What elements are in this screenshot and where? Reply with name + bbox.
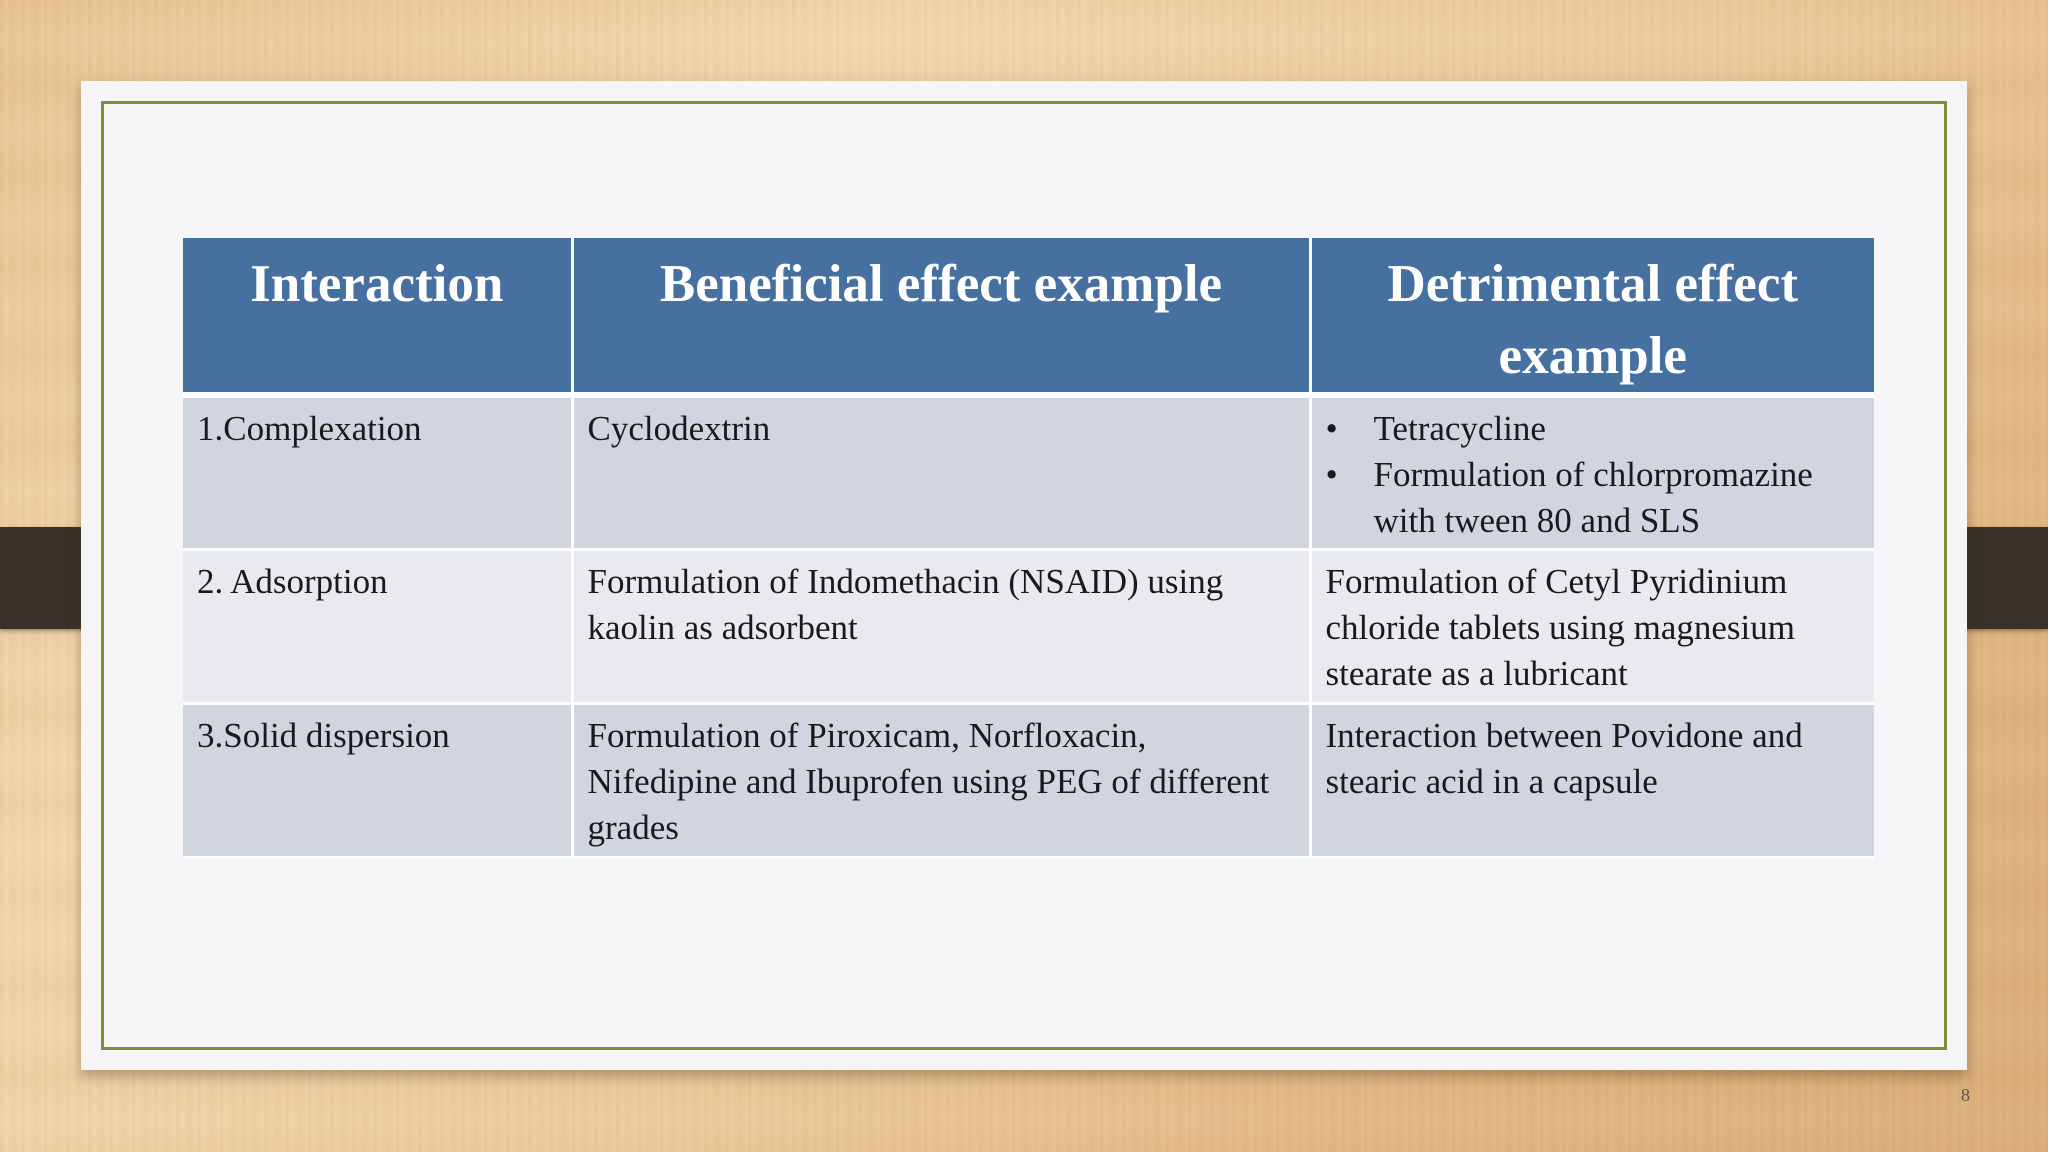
cell-detrimental bbox=[1310, 395, 1874, 549]
table-header-row bbox=[183, 238, 1874, 395]
cell-interaction: 1.Complexation bbox=[183, 395, 572, 549]
cell-beneficial: Formulation of Piroxicam, Norfloxacin, Nifedipine and Ibuprofen using PEG of different grades bbox=[572, 703, 1310, 857]
table-row bbox=[183, 395, 1874, 549]
interaction-table bbox=[183, 238, 1874, 859]
cell-beneficial: Cyclodextrin bbox=[572, 395, 1310, 549]
cell-beneficial: Formulation of Indomethacin (NSAID) using kaolin as adsorbent bbox=[572, 549, 1310, 703]
bullet-dot-icon: • bbox=[1325, 455, 1338, 494]
cell-detrimental: Interaction between Povidone and stearic acid in a capsule bbox=[1310, 703, 1874, 857]
cell-interaction: 3.Solid dispersion bbox=[183, 703, 572, 857]
header-beneficial-effect: Beneficial effect example bbox=[572, 238, 1310, 395]
bullet-text: Tetracycline bbox=[1373, 409, 1546, 448]
bullet-text: Formulation of chlorpromazine with tween 80 and SLS bbox=[1373, 455, 1813, 540]
detrimental-bullet-list bbox=[1326, 406, 1861, 544]
bullet-dot-icon: • bbox=[1325, 409, 1338, 448]
header-detrimental-effect: Detrimental effect example bbox=[1310, 238, 1874, 395]
header-interaction: Interaction bbox=[183, 238, 572, 395]
page-number: 8 bbox=[1961, 1085, 1970, 1105]
table-row bbox=[183, 549, 1874, 703]
cell-detrimental: Formulation of Cetyl Pyridinium chloride tablets using magnesium stearate as a lubricant bbox=[1310, 549, 1874, 703]
cell-interaction: 2. Adsorption bbox=[183, 549, 572, 703]
bullet-item bbox=[1326, 406, 1861, 452]
bullet-item bbox=[1326, 452, 1861, 544]
table-row bbox=[183, 703, 1874, 857]
